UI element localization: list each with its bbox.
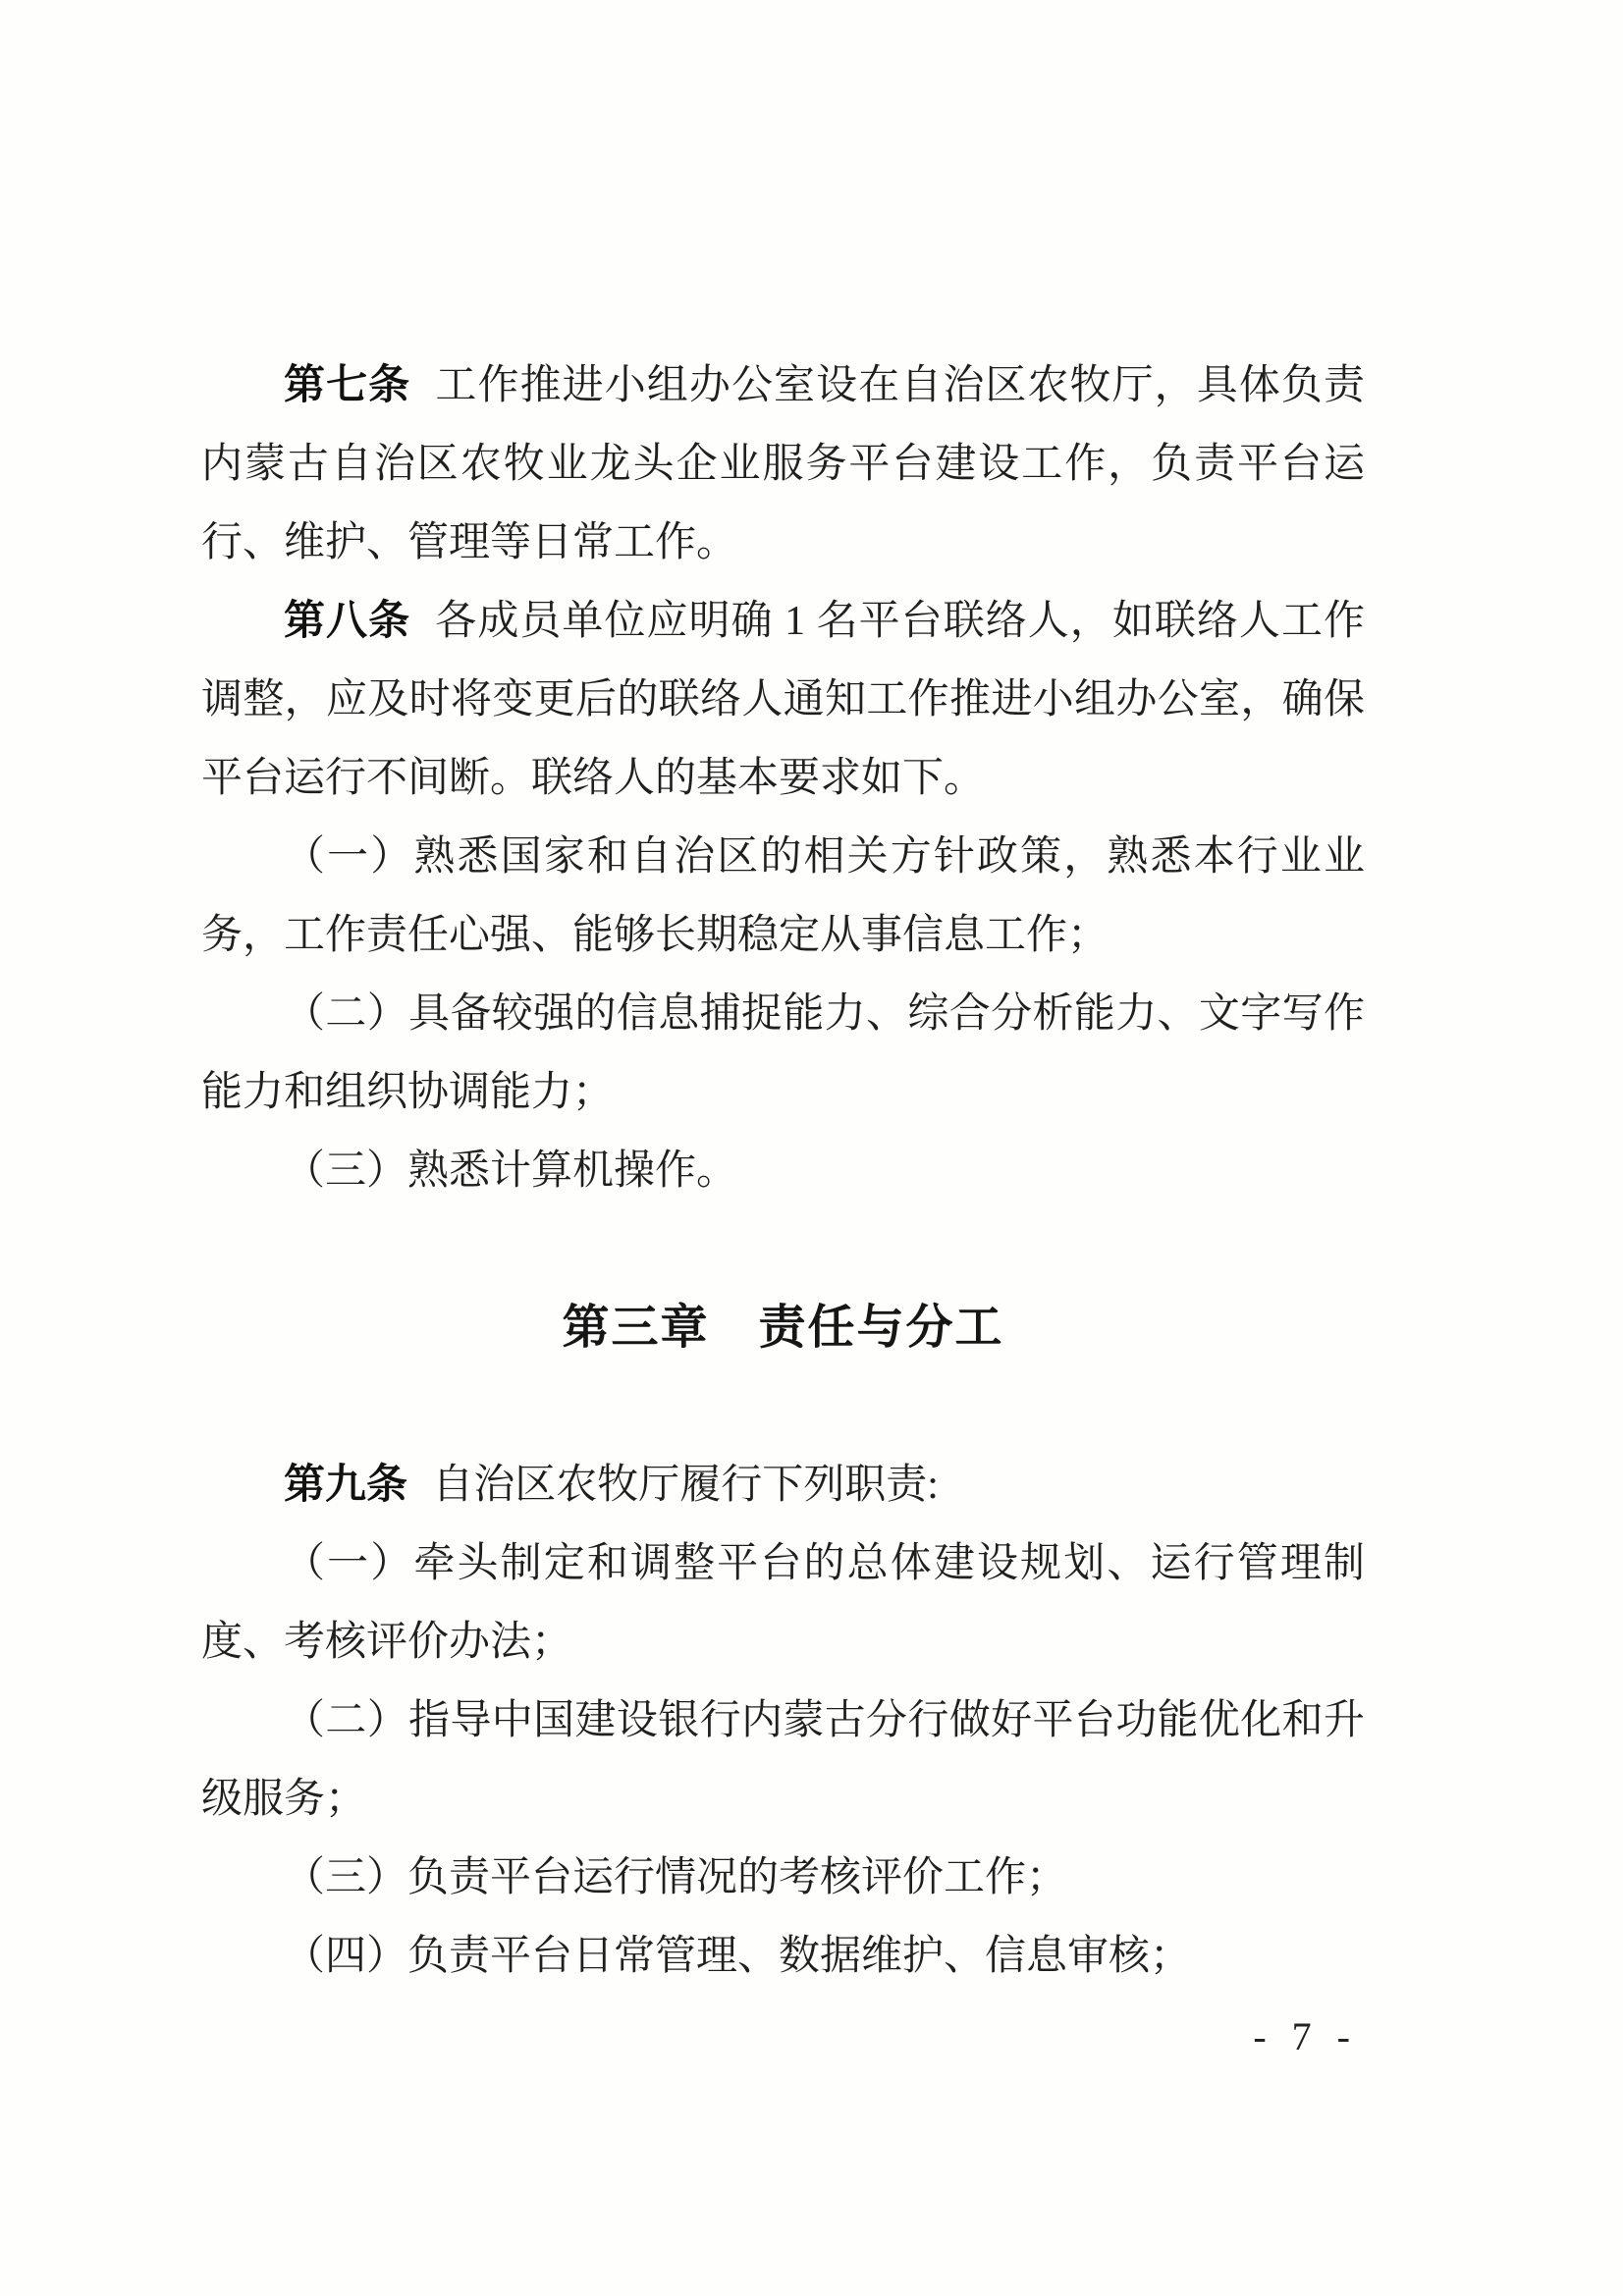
article-8-number: 第八条 bbox=[284, 599, 411, 644]
article-9-item-3-text: （三）负责平台运行情况的考核评价工作； bbox=[284, 1855, 1068, 1900]
article-8-item-3 bbox=[201, 1132, 1365, 1210]
article-9-item-2 bbox=[201, 1682, 1365, 1839]
document-body bbox=[201, 347, 1365, 1996]
article-7-paragraph bbox=[201, 347, 1365, 582]
article-8-item-3-text: （三）熟悉计算机操作。 bbox=[284, 1148, 738, 1194]
article-8-paragraph bbox=[201, 582, 1365, 818]
article-8-item-1-text: （一）熟悉国家和自治区的相关方针政策，熟悉本行业业务，工作责任心强、能够长期稳定从事信息工作； bbox=[201, 834, 1365, 958]
chapter-3-heading: 第三章 责任与分工 bbox=[562, 1302, 1004, 1354]
article-8-text: 各成员单位应明确 1 名平台联络人，如联络人工作调整，应及时将变更后的联络人通知工作推进小组办公室，确保平台运行不间断。联络人的基本要求如下。 bbox=[201, 599, 1365, 801]
article-7-text: 工作推进小组办公室设在自治区农牧厅，具体负责内蒙古自治区农牧业龙头企业服务平台建设工作，负责平台运行、维护、管理等日常工作。 bbox=[201, 363, 1365, 565]
article-8-item-1 bbox=[201, 818, 1365, 975]
article-9-item-4 bbox=[201, 1917, 1365, 1996]
article-8-item-2-text: （二）具备较强的信息捕捉能力、综合分析能力、文字写作能力和组织协调能力； bbox=[201, 991, 1365, 1115]
article-9-text: 自治区农牧厅履行下列职责: bbox=[432, 1463, 939, 1508]
article-9-item-2-text: （二）指导中国建设银行内蒙古分行做好平台功能优化和升级服务； bbox=[201, 1698, 1365, 1822]
page-number: - 7 - bbox=[1253, 2014, 1358, 2058]
article-9-number: 第九条 bbox=[284, 1463, 408, 1508]
article-9-item-3 bbox=[201, 1839, 1365, 1917]
article-9-item-1-text: （一）牵头制定和调整平台的总体建设规划、运行管理制度、考核评价办法； bbox=[201, 1541, 1365, 1665]
article-7-number: 第七条 bbox=[284, 363, 411, 408]
article-9-paragraph bbox=[201, 1446, 1365, 1524]
article-9-item-4-text: （四）负责平台日常管理、数据维护、信息审核； bbox=[284, 1934, 1192, 1979]
article-9-item-1 bbox=[201, 1524, 1365, 1682]
article-8-item-2 bbox=[201, 975, 1365, 1132]
